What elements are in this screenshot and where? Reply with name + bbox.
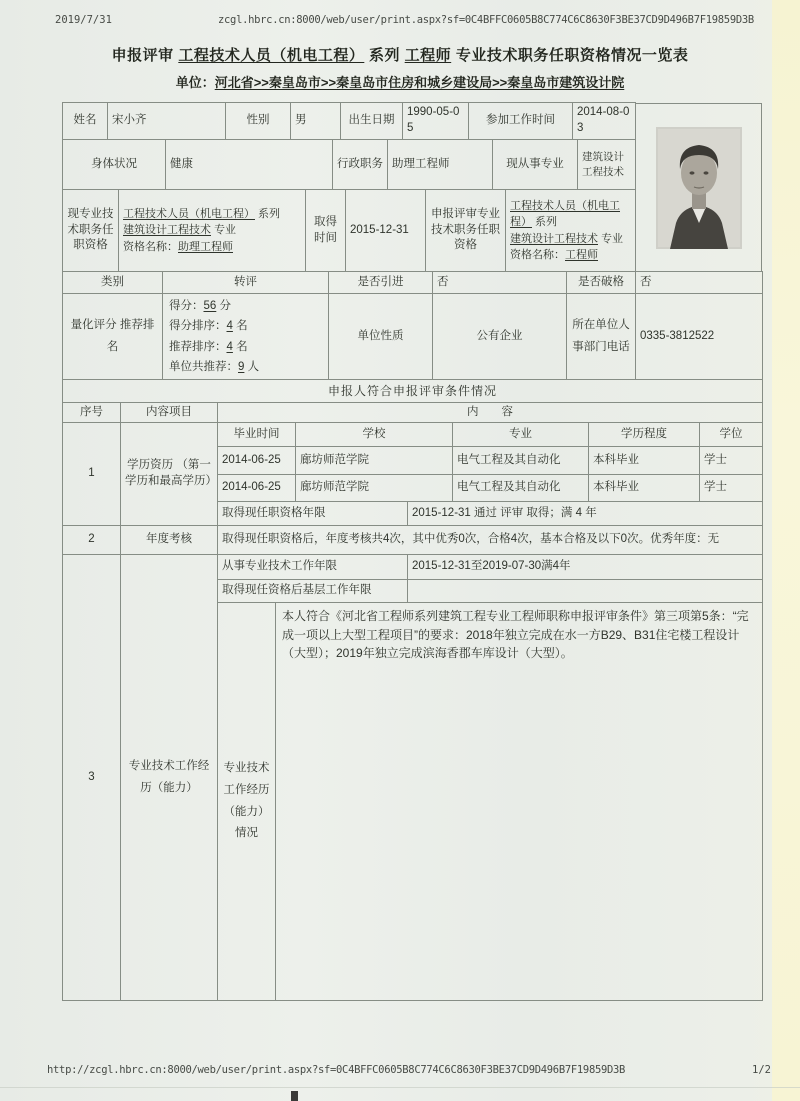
obtain-time-value: 2015-12-31 [346,190,426,272]
scan-artifact [291,1091,298,1101]
title-mid: 系列 [364,47,405,64]
import-label: 是否引进 [329,272,433,294]
row-category [62,271,763,294]
photo-cell [635,103,762,272]
current-major-value: 建筑设计工程技术 [578,140,636,190]
qualification-form [62,103,762,1001]
score-rank-label: 得分排序： [169,320,227,333]
personal-info-left [62,103,635,272]
col-header-content: 内 容 [218,403,763,423]
edu-header-major: 专业 [453,423,589,447]
edu-cell-major: 电气工程及其自动化 [453,475,589,502]
annual-review-row [62,525,763,555]
print-header-url: zcgl.hbrc.cn:8000/web/user/print.aspx?sf=0C4BFFC0605B8C774C6C8630F3BE37CD9D496B7F19859D3B [218,14,754,26]
scan-edge-strip [772,0,800,1101]
apply-qual-series-suffix: 系列 [532,216,558,228]
hr-phone-value: 0335-3812522 [636,294,763,380]
hr-phone-label: 所在单位人事部门电话 [567,294,636,380]
personal-info-group [62,103,762,272]
unit-path: 河北省>>秦皇岛市>>秦皇岛市住房和城乡建设局>>秦皇岛市建筑设计院 [214,75,625,90]
title-suffix: 专业技术职务任职资格情况一览表 [451,47,689,64]
apply-qual-name-label: 资格名称： [510,249,565,261]
apply-qual-major-suffix: 专业 [598,232,624,245]
work-experience-section [62,554,763,1001]
edu-header-date: 毕业时间 [218,423,296,447]
unit-label: 单位： [175,75,215,90]
category-value: 转评 [163,272,329,294]
current-qual-series: 工程技术人员（机电工程） [123,207,255,220]
col-header-item: 内容项目 [121,403,218,423]
current-qual-major-suffix: 专业 [211,224,237,237]
score-rank-suffix: 名 [232,320,248,333]
current-qual-major: 建筑设计工程技术 [123,224,211,237]
row1-no: 1 [63,423,121,526]
current-qual-value [119,190,306,272]
score-rank-num: 4 [226,320,233,333]
unit-line [0,72,800,91]
page-number: 1/2 [752,1064,771,1076]
work-years-value: 2015-12-31至2019-07-30满4年 [408,555,763,580]
annual-review-content: 取得现任职资格后，年度考核共4次，其中优秀0次，合格4次，基本合格及以下0次。优秀年度：无 [218,526,763,555]
admin-post-value: 助理工程师 [388,140,493,190]
page-title [0,44,800,65]
edu-cell-title: 学士 [700,475,763,502]
current-qual-name: 助理工程师 [178,240,233,253]
edu-cell-degree: 本科毕业 [589,475,700,502]
edu-cell-title: 学士 [700,447,763,475]
conditions-band-title: 申报人符合申报评审条件情况 [63,380,763,403]
print-footer-url: http://zcgl.hbrc.cn:8000/web/user/print.aspx?sf=0C4BFFC0605B8C774C6C8630F3BE37CD9D496B7F19859D3B [47,1064,626,1076]
experience-label: 专业技术工作经历 （能力） 情况 [218,603,276,1001]
gender-value: 男 [291,103,341,140]
row-qualification [62,189,636,272]
work-start-label: 参加工作时间 [469,103,573,140]
experience-content: 本人符合《河北省工程师系列建筑工程专业工程师职称申报评审条件》第三项第5条：“完成一项以上大型工程项目”的要求：2018年独立完成在水一方B29、B31住宅楼工程设计（大型）；2019年独立完成滨海香郡车库设计（大型）。 [276,603,763,1001]
grassroots-value [408,580,763,603]
exception-label: 是否破格 [567,272,636,294]
health-value: 健康 [166,140,333,190]
edu-header-school: 学校 [296,423,453,447]
current-major-label: 现从事专业 [493,140,578,190]
applicant-photo [656,127,742,249]
edu-cell-date: 2014-06-25 [218,447,296,475]
conditions-header-row [62,402,763,423]
title-rank: 工程师 [404,47,452,64]
apply-qual-value [506,190,636,272]
education-section [62,422,763,526]
obtain-time-label: 取得时间 [306,190,346,272]
grassroots-label: 取得现任资格后基层工作年限 [218,580,408,603]
edu-cell-school: 廊坊师范学院 [296,475,453,502]
title-series: 工程技术人员（机电工程） [178,47,365,64]
score-label: 得分： [169,300,204,313]
work-years-label: 从事专业技术工作年限 [218,555,408,580]
unit-recommend-label: 单位共推荐： [169,360,238,373]
apply-qual-major: 建筑设计工程技术 [510,232,598,245]
unit-type-value: 公有企业 [433,294,567,380]
quant-label: 量化评分 推荐排名 [63,294,163,380]
unit-type-label: 单位性质 [329,294,433,380]
row2-no: 2 [63,526,121,555]
edu-cell-school: 廊坊师范学院 [296,447,453,475]
birth-value: 1990-05-05 [403,103,469,140]
row-basic-2 [62,139,636,190]
work-start-value: 2014-08-03 [573,103,636,140]
current-qual-name-label: 资格名称： [123,240,178,253]
edu-cell-major: 电气工程及其自动化 [453,447,589,475]
row1-item-label: 学历资历 （第一学历和最高学历） [121,423,218,526]
qual-year-value: 2015-12-31 通过 评审 取得；满 4 年 [408,502,763,526]
current-qual-series-suffix: 系列 [255,207,281,220]
col-header-no: 序号 [63,403,121,423]
import-value: 否 [433,272,567,294]
title-prefix: 申报评审 [111,47,179,64]
score-suffix: 分 [216,300,231,313]
recommend-rank-num: 4 [226,340,233,353]
conditions-band [62,379,763,403]
name-value: 宋小齐 [108,103,226,140]
current-qual-label: 现专业技术职务任职资格 [63,190,119,272]
qual-year-label: 取得现任职资格年限 [218,502,408,526]
recommend-rank-label: 推荐排序： [169,340,227,353]
unit-recommend-suffix: 人 [244,360,260,373]
row-basic-1 [62,102,636,140]
apply-qual-label: 申报评审专业技术职务任职资格 [426,190,506,272]
name-label: 姓名 [63,103,108,140]
apply-qual-series: 工程技术人员（机电工程） [510,199,620,228]
edu-cell-degree: 本科毕业 [589,447,700,475]
gender-label: 性别 [226,103,291,140]
edu-header-title: 学位 [700,423,763,447]
admin-post-label: 行政职务 [333,140,388,190]
score-num: 56 [203,300,217,313]
category-label: 类别 [63,272,163,294]
row-quant-score [62,293,763,380]
birth-label: 出生日期 [341,103,403,140]
row2-item-label: 年度考核 [121,526,218,555]
exception-value: 否 [636,272,763,294]
row3-item-label: 专业技术工作经历（能力） [121,555,218,1001]
quant-score-list [163,294,329,380]
apply-qual-name: 工程师 [565,249,598,261]
unit-recommend-num: 9 [238,360,245,373]
scan-bottom-line [0,1087,800,1088]
print-date: 2019/7/31 [55,14,112,26]
edu-header-degree: 学历程度 [589,423,700,447]
row3-no: 3 [63,555,121,1001]
health-label: 身体状况 [63,140,166,190]
edu-cell-date: 2014-06-25 [218,475,296,502]
recommend-rank-suffix: 名 [232,340,248,353]
